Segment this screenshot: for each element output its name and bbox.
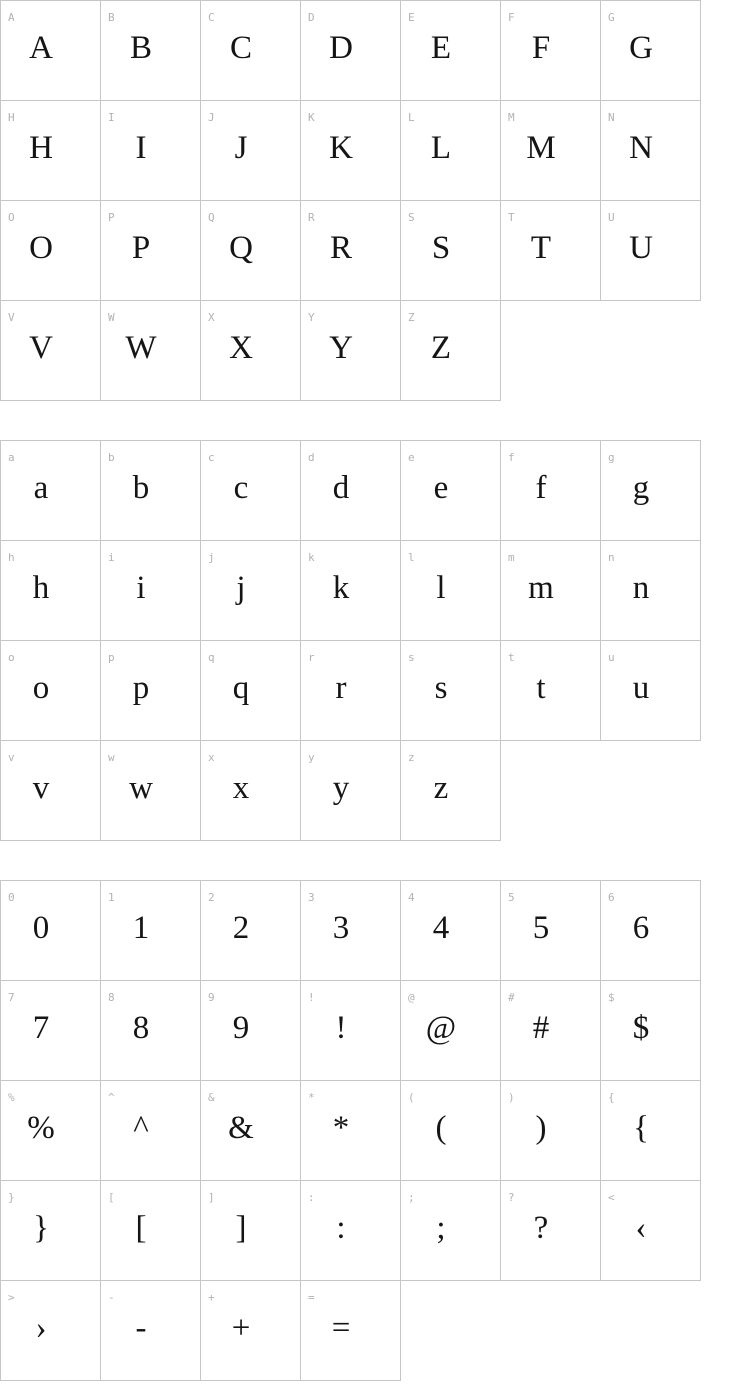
character-cell: [1, 1081, 101, 1181]
cell-glyph: t: [536, 669, 546, 706]
cell-glyph: ]: [235, 1209, 247, 1246]
cell-corner-label: 0: [8, 891, 15, 904]
character-cell: [401, 101, 501, 201]
cell-corner-label: N: [608, 111, 615, 124]
character-cell: [201, 1281, 301, 1381]
cell-corner-label: {: [608, 1091, 615, 1104]
digits-symbols-grid: [0, 880, 701, 1381]
cell-glyph: s: [434, 669, 448, 706]
cell-glyph: q: [232, 669, 250, 706]
cell-glyph: v: [32, 769, 50, 806]
cell-corner-label: w: [108, 751, 115, 764]
cell-glyph: Y: [329, 329, 353, 366]
cell-glyph: F: [531, 29, 551, 66]
cell-corner-label: i: [108, 551, 115, 564]
cell-glyph: r: [335, 669, 347, 706]
cell-corner-label: y: [308, 751, 315, 764]
cell-corner-label: x: [208, 751, 215, 764]
cell-corner-label: (: [408, 1091, 415, 1104]
character-cell: [101, 101, 201, 201]
character-cell: [1, 1, 101, 101]
cell-corner-label: C: [208, 11, 215, 24]
cell-corner-label: F: [508, 11, 515, 24]
character-cell: [1, 641, 101, 741]
character-cell: [201, 541, 301, 641]
character-cell: [601, 981, 701, 1081]
character-cell: [501, 1081, 601, 1181]
character-cell: [101, 1281, 201, 1381]
cell-glyph: d: [332, 469, 350, 506]
cell-glyph: h: [32, 569, 50, 606]
cell-corner-label: [: [108, 1191, 115, 1204]
cell-corner-label: p: [108, 651, 115, 664]
grid-row: [1, 541, 701, 641]
cell-corner-label: $: [608, 991, 615, 1004]
cell-glyph: 0: [32, 909, 50, 946]
character-cell: [501, 641, 601, 741]
cell-glyph: 9: [232, 1009, 250, 1046]
cell-glyph: ›: [35, 1309, 47, 1346]
cell-glyph: 5: [532, 909, 550, 946]
character-cell: [601, 1081, 701, 1181]
character-cell: [201, 741, 301, 841]
cell-glyph: =: [331, 1309, 351, 1346]
cell-glyph: 3: [332, 909, 350, 946]
grid-row: [1, 1181, 701, 1281]
cell-corner-label: @: [408, 991, 415, 1004]
character-cell: [1, 1281, 101, 1381]
cell-glyph: o: [32, 669, 50, 706]
character-cell: [501, 1, 601, 101]
cell-corner-label: 3: [308, 891, 315, 904]
cell-glyph: }: [33, 1209, 49, 1246]
grid-row: [1, 1081, 701, 1181]
character-cell: [401, 641, 501, 741]
grid-row: [1, 1, 701, 101]
cell-glyph: J: [234, 129, 248, 166]
character-cell: [501, 981, 601, 1081]
cell-corner-label: >: [8, 1291, 15, 1304]
character-cell: [601, 1, 701, 101]
cell-corner-label: ;: [408, 1191, 415, 1204]
cell-corner-label: c: [208, 451, 215, 464]
cell-glyph: ;: [436, 1209, 446, 1246]
character-cell: [301, 741, 401, 841]
character-cell: [1, 441, 101, 541]
cell-corner-label: z: [408, 751, 415, 764]
cell-corner-label: T: [508, 211, 515, 224]
cell-glyph: %: [27, 1109, 55, 1146]
cell-corner-label: s: [408, 651, 415, 664]
cell-corner-label: k: [308, 551, 315, 564]
cell-glyph: O: [29, 229, 53, 266]
character-cell: [301, 1081, 401, 1181]
cell-glyph: :: [336, 1209, 346, 1246]
cell-glyph: @: [425, 1009, 457, 1046]
cell-corner-label: V: [8, 311, 15, 324]
cell-corner-label: 8: [108, 991, 115, 1004]
cell-corner-label: v: [8, 751, 15, 764]
cell-glyph: {: [633, 1109, 649, 1146]
character-cell: [101, 1081, 201, 1181]
character-cell: [201, 301, 301, 401]
cell-glyph: I: [135, 129, 147, 166]
cell-glyph: -: [135, 1309, 147, 1346]
character-cell: [401, 441, 501, 541]
uppercase-grid: [0, 0, 701, 401]
character-cell: [101, 641, 201, 741]
cell-corner-label: ^: [108, 1091, 115, 1104]
cell-glyph: !: [335, 1009, 347, 1046]
character-cell: [1, 881, 101, 981]
cell-glyph: c: [233, 469, 249, 506]
cell-corner-label: X: [208, 311, 215, 324]
grid-row: [1, 201, 701, 301]
cell-corner-label: D: [308, 11, 315, 24]
cell-corner-label: o: [8, 651, 15, 664]
cell-glyph: $: [632, 1009, 650, 1046]
character-cell: [201, 101, 301, 201]
cell-corner-label: Y: [308, 311, 315, 324]
cell-corner-label: m: [508, 551, 515, 564]
cell-corner-label: A: [8, 11, 15, 24]
character-cell: [401, 1, 501, 101]
character-cell: [201, 981, 301, 1081]
cell-glyph: H: [29, 129, 53, 166]
cell-corner-label: 6: [608, 891, 615, 904]
cell-glyph: P: [131, 229, 151, 266]
cell-glyph: m: [528, 569, 554, 606]
cell-corner-label: j: [208, 551, 215, 564]
cell-glyph: ?: [533, 1209, 549, 1246]
cell-glyph: a: [33, 469, 49, 506]
grid-row: [1, 301, 701, 401]
character-cell: [601, 541, 701, 641]
cell-glyph: 7: [32, 1009, 50, 1046]
grid-row: [1, 1281, 701, 1381]
character-cell: [401, 201, 501, 301]
cell-corner-label: J: [208, 111, 215, 124]
character-cell: [101, 441, 201, 541]
character-cell: [601, 881, 701, 981]
cell-glyph: y: [332, 769, 350, 806]
character-cell: [101, 1181, 201, 1281]
cell-corner-label: +: [208, 1291, 215, 1304]
character-cell: [501, 201, 601, 301]
cell-corner-label: K: [308, 111, 315, 124]
cell-corner-label: L: [408, 111, 415, 124]
cell-glyph: E: [430, 29, 452, 66]
character-cell: [501, 441, 601, 541]
cell-corner-label: 2: [208, 891, 215, 904]
cell-glyph: N: [629, 129, 653, 166]
cell-corner-label: W: [108, 311, 115, 324]
cell-glyph: w: [129, 769, 153, 806]
cell-glyph: M: [526, 129, 556, 166]
cell-corner-label: !: [308, 991, 315, 1004]
cell-glyph: 4: [432, 909, 450, 946]
cell-glyph: #: [532, 1009, 550, 1046]
cell-corner-label: 9: [208, 991, 215, 1004]
cell-glyph: W: [125, 329, 157, 366]
cell-glyph: u: [632, 669, 650, 706]
cell-glyph: V: [29, 329, 53, 366]
cell-glyph: f: [535, 469, 547, 506]
cell-corner-label: Z: [408, 311, 415, 324]
character-cell: [301, 1281, 401, 1381]
character-cell: [401, 1181, 501, 1281]
character-cell: [401, 881, 501, 981]
character-cell: [501, 1181, 601, 1281]
grid-row: [1, 981, 701, 1081]
cell-corner-label: &: [208, 1091, 215, 1104]
grid-row: [1, 101, 701, 201]
character-cell: [1, 741, 101, 841]
cell-glyph: &: [228, 1109, 254, 1146]
character-cell: [201, 1, 301, 101]
cell-glyph: b: [132, 469, 150, 506]
cell-corner-label: q: [208, 651, 215, 664]
cell-glyph: x: [232, 769, 250, 806]
cell-glyph: Q: [229, 229, 253, 266]
character-cell: [301, 1, 401, 101]
character-cell: [301, 441, 401, 541]
character-cell: [401, 301, 501, 401]
cell-glyph: n: [632, 569, 650, 606]
character-cell: [601, 441, 701, 541]
cell-corner-label: a: [8, 451, 15, 464]
character-cell: [501, 541, 601, 641]
cell-corner-label: B: [108, 11, 115, 24]
character-cell: [401, 741, 501, 841]
cell-corner-label: h: [8, 551, 15, 564]
character-cell: [301, 881, 401, 981]
character-cell: [301, 641, 401, 741]
cell-corner-label: 5: [508, 891, 515, 904]
cell-corner-label: H: [8, 111, 15, 124]
grid-row: [1, 441, 701, 541]
character-cell: [301, 301, 401, 401]
character-cell: [101, 981, 201, 1081]
cell-glyph: B: [129, 29, 152, 66]
character-cell: [301, 1181, 401, 1281]
character-cell: [101, 301, 201, 401]
cell-corner-label: U: [608, 211, 615, 224]
cell-glyph: l: [436, 569, 446, 606]
character-cell: [501, 101, 601, 201]
cell-corner-label: =: [308, 1291, 315, 1304]
grid-row: [1, 641, 701, 741]
cell-corner-label: 7: [8, 991, 15, 1004]
cell-corner-label: M: [508, 111, 515, 124]
character-cell: [401, 541, 501, 641]
cell-glyph: [: [135, 1209, 147, 1246]
cell-glyph: D: [329, 29, 353, 66]
grid-row: [1, 881, 701, 981]
cell-corner-label: f: [508, 451, 515, 464]
cell-glyph: k: [332, 569, 350, 606]
cell-corner-label: E: [408, 11, 415, 24]
cell-glyph: i: [136, 569, 146, 606]
cell-corner-label: #: [508, 991, 515, 1004]
cell-glyph: X: [229, 329, 253, 366]
cell-glyph: R: [329, 229, 352, 266]
character-cell: [201, 201, 301, 301]
cell-glyph: ^: [133, 1109, 149, 1146]
character-cell: [201, 641, 301, 741]
cell-corner-label: ): [508, 1091, 515, 1104]
cell-corner-label: l: [408, 551, 415, 564]
cell-corner-label: -: [108, 1291, 115, 1304]
cell-corner-label: 1: [108, 891, 115, 904]
cell-corner-label: n: [608, 551, 615, 564]
character-cell: [601, 201, 701, 301]
cell-glyph: 6: [632, 909, 650, 946]
character-cell: [1, 981, 101, 1081]
character-cell: [201, 1181, 301, 1281]
cell-corner-label: P: [108, 211, 115, 224]
character-cell: [601, 641, 701, 741]
grid-row: [1, 741, 701, 841]
character-cell: [101, 881, 201, 981]
cell-glyph: G: [629, 29, 653, 66]
cell-corner-label: g: [608, 451, 615, 464]
cell-glyph: L: [430, 129, 452, 166]
cell-glyph: T: [530, 229, 552, 266]
cell-corner-label: %: [8, 1091, 15, 1104]
cell-glyph: j: [236, 569, 246, 606]
character-cell: [601, 101, 701, 201]
character-cell: [301, 981, 401, 1081]
character-cell: [301, 541, 401, 641]
cell-glyph: *: [332, 1109, 350, 1146]
cell-corner-label: e: [408, 451, 415, 464]
lowercase-grid: [0, 440, 701, 841]
character-cell: [301, 101, 401, 201]
character-cell: [501, 881, 601, 981]
cell-glyph: Z: [430, 329, 452, 366]
character-cell: [201, 881, 301, 981]
cell-corner-label: r: [308, 651, 315, 664]
character-cell: [101, 1, 201, 101]
character-cell: [1, 541, 101, 641]
cell-corner-label: d: [308, 451, 315, 464]
cell-glyph: 2: [232, 909, 250, 946]
character-cell: [401, 981, 501, 1081]
cell-corner-label: b: [108, 451, 115, 464]
cell-glyph: g: [632, 469, 650, 506]
cell-glyph: C: [229, 29, 252, 66]
character-cell: [401, 1081, 501, 1181]
character-cell: [201, 1081, 301, 1181]
character-cell: [1, 201, 101, 301]
cell-glyph: K: [329, 129, 353, 166]
cell-corner-label: ?: [508, 1191, 515, 1204]
character-cell: [601, 1181, 701, 1281]
cell-glyph: ‹: [635, 1209, 647, 1246]
character-cell: [201, 441, 301, 541]
cell-corner-label: 4: [408, 891, 415, 904]
cell-corner-label: R: [308, 211, 315, 224]
cell-corner-label: }: [8, 1191, 15, 1204]
character-cell: [1, 1181, 101, 1281]
cell-corner-label: <: [608, 1191, 615, 1204]
character-cell: [301, 201, 401, 301]
cell-glyph: +: [231, 1309, 251, 1346]
cell-glyph: (: [435, 1109, 447, 1146]
character-cell: [1, 301, 101, 401]
cell-corner-label: *: [308, 1091, 315, 1104]
cell-glyph: 8: [132, 1009, 150, 1046]
cell-glyph: z: [433, 769, 449, 806]
cell-corner-label: t: [508, 651, 515, 664]
cell-corner-label: O: [8, 211, 15, 224]
cell-glyph: p: [132, 669, 150, 706]
cell-glyph: e: [433, 469, 449, 506]
character-cell: [101, 541, 201, 641]
cell-glyph: U: [629, 229, 653, 266]
cell-glyph: A: [29, 29, 53, 66]
cell-corner-label: ]: [208, 1191, 215, 1204]
cell-glyph: 1: [132, 909, 150, 946]
character-cell: [101, 201, 201, 301]
cell-glyph: S: [431, 229, 451, 266]
cell-corner-label: Q: [208, 211, 215, 224]
cell-corner-label: I: [108, 111, 115, 124]
character-cell: [101, 741, 201, 841]
character-cell: [1, 101, 101, 201]
cell-corner-label: G: [608, 11, 615, 24]
cell-corner-label: u: [608, 651, 615, 664]
cell-glyph: ): [535, 1109, 547, 1146]
cell-corner-label: :: [308, 1191, 315, 1204]
cell-corner-label: S: [408, 211, 415, 224]
